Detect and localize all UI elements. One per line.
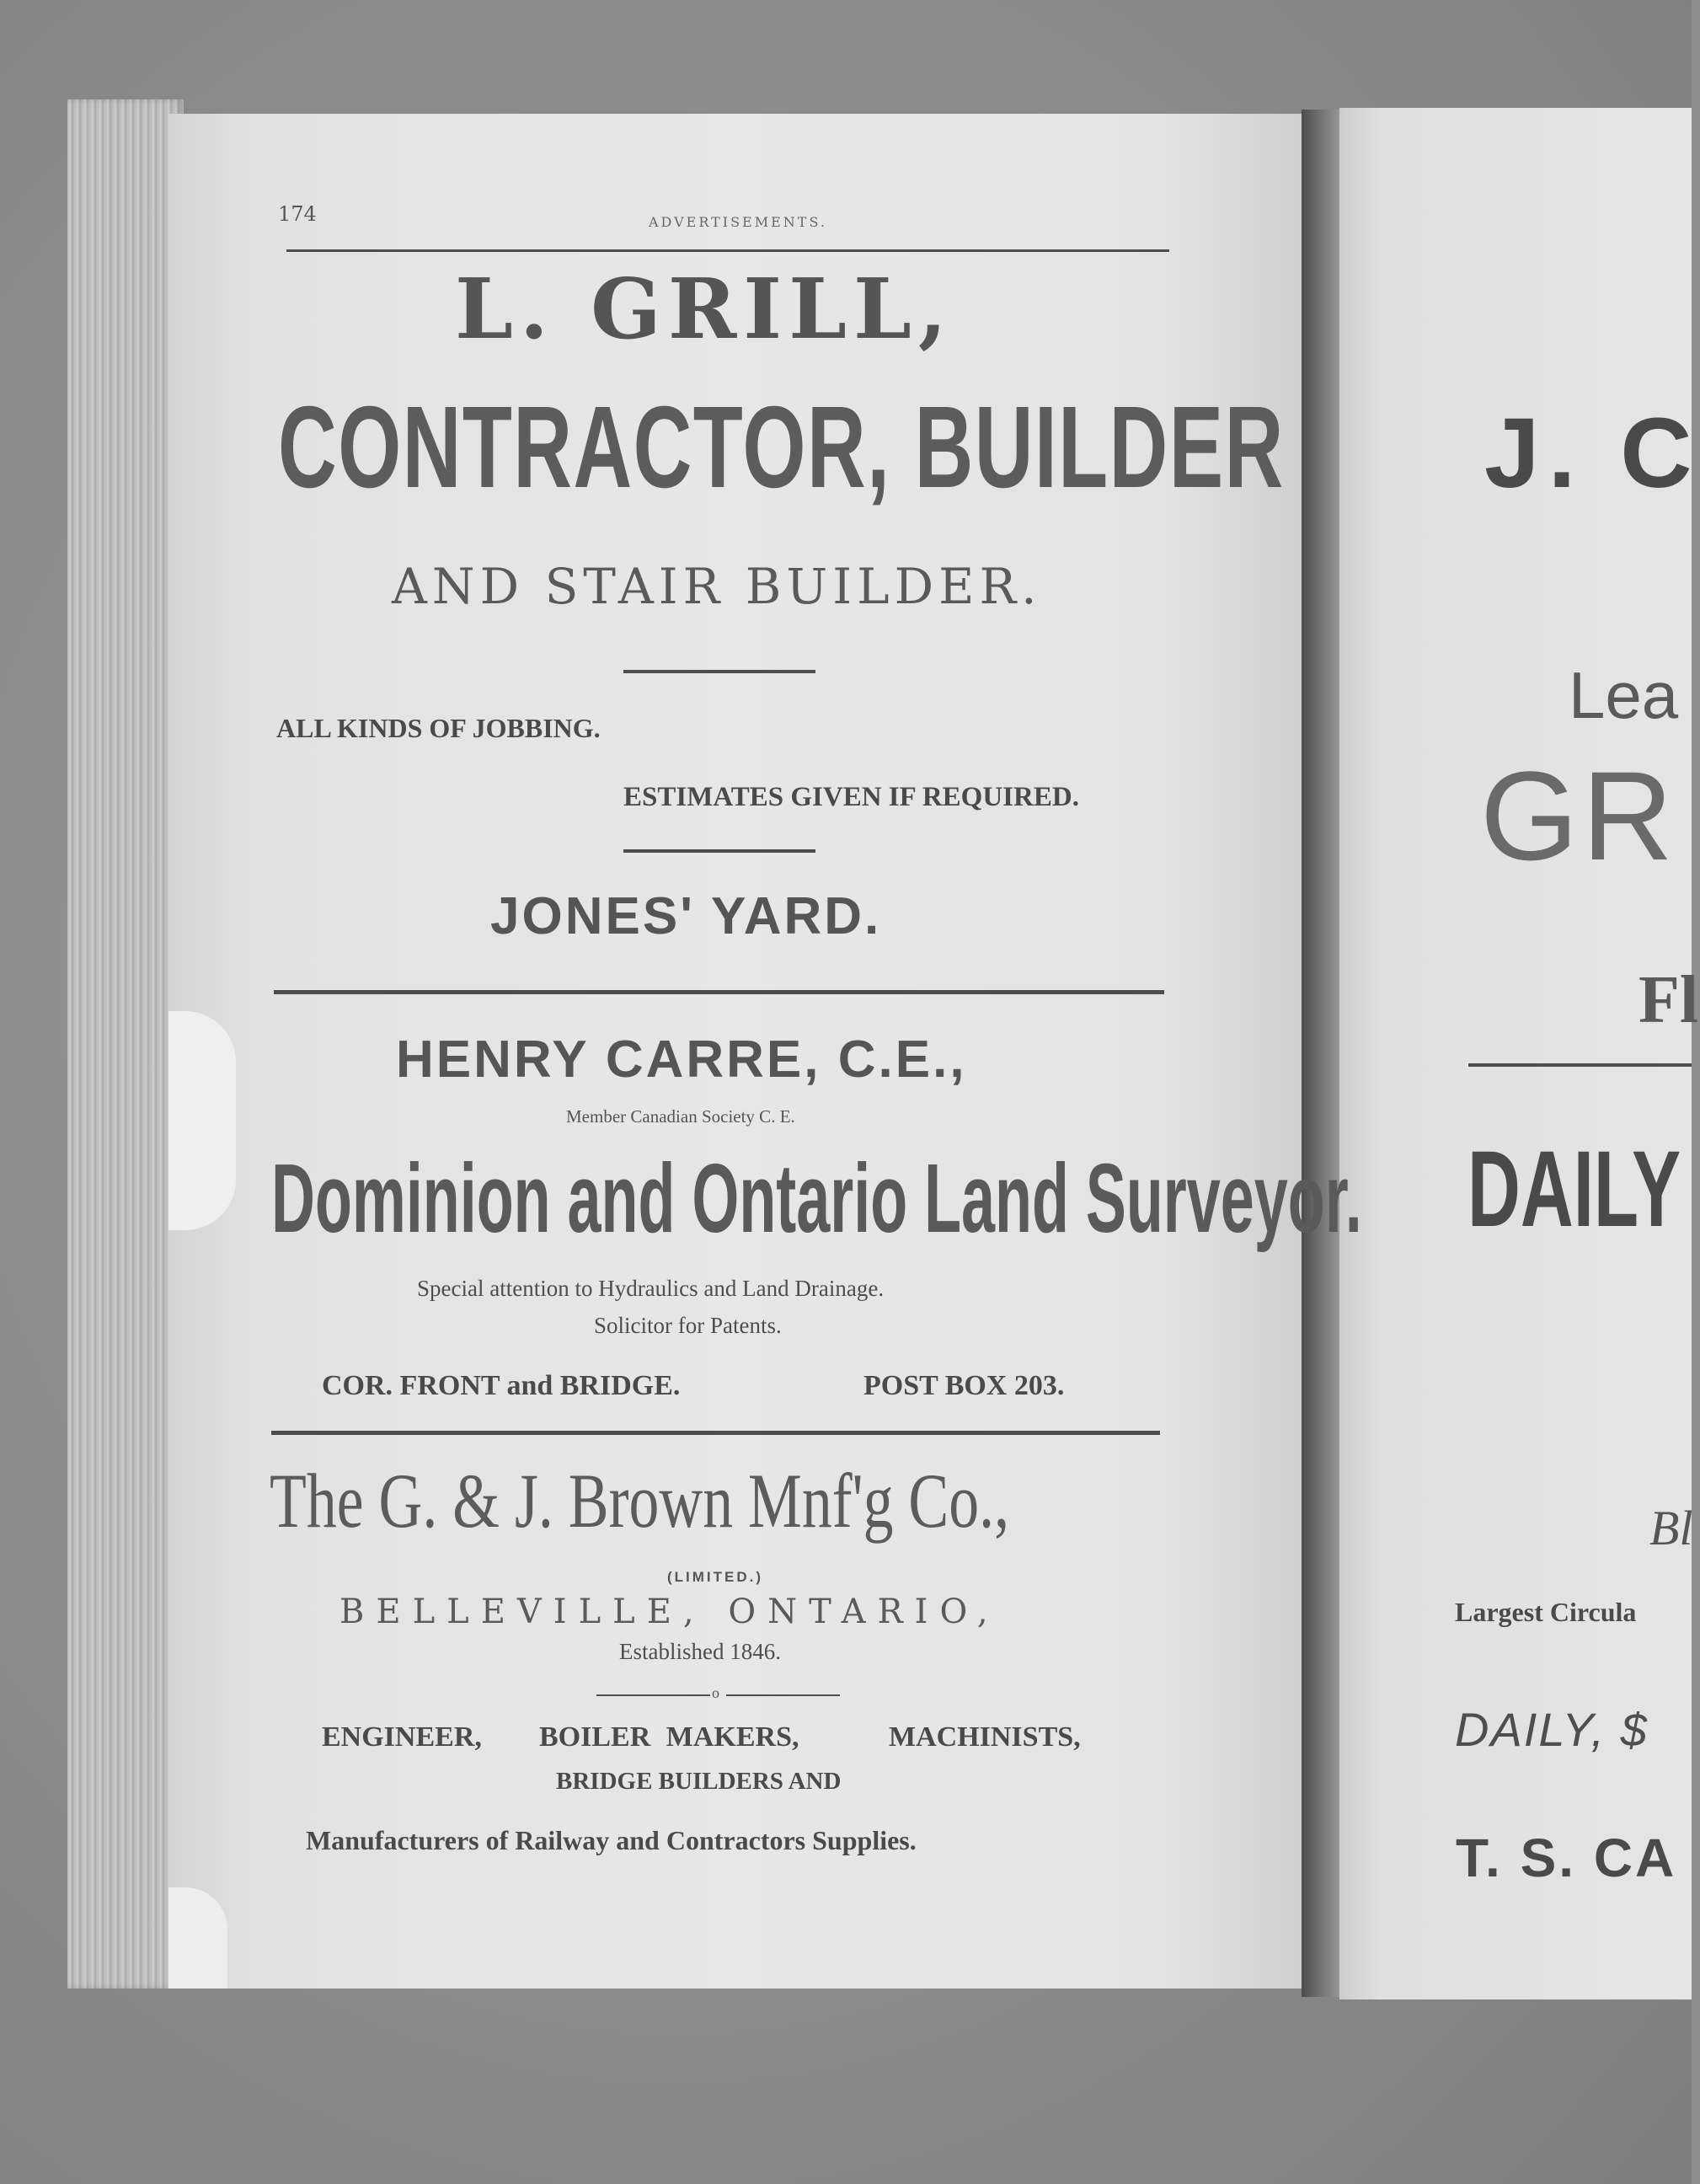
right-lea: Lea (1569, 658, 1679, 732)
carre-title: Dominion and Ontario Land Surveyor. (271, 1143, 1362, 1253)
book-gutter (1302, 110, 1344, 1997)
right-daily: DAILY (1467, 1129, 1681, 1250)
right-heading-j: J. C (1484, 398, 1700, 509)
carre-post-box: POST BOX 203. (863, 1370, 1065, 1401)
divider-ornament: o (712, 1684, 719, 1701)
brown-trade-manufacturers: Manufacturers of Railway and Contractors Supplies. (306, 1825, 917, 1855)
carre-membership: Member Canadian Society C. E. (566, 1106, 795, 1127)
book-page-edges (67, 99, 184, 1989)
right-daily-price: DAILY, $ (1455, 1703, 1649, 1756)
brown-limited: (LIMITED.) (667, 1569, 764, 1585)
divider-rule (623, 849, 815, 853)
right-fi: Fl (1639, 963, 1699, 1037)
grill-name: L. GRILL, (455, 261, 954, 358)
divider-rule (726, 1694, 840, 1696)
header-rule (286, 249, 1169, 252)
ad-separator-rule (271, 1431, 1160, 1435)
carre-hydraulics: Special attention to Hydraulics and Land Drainage. (417, 1276, 885, 1301)
torn-edge-chip (168, 1011, 236, 1230)
brown-trade-machinists: MACHINISTS, (889, 1721, 1081, 1753)
ad-separator-rule (274, 990, 1164, 994)
carre-name: HENRY CARRE, C.E., (396, 1030, 967, 1089)
carre-address: COR. FRONT and BRIDGE. (322, 1370, 681, 1401)
grill-trade: CONTRACTOR, BUILDER (278, 383, 1285, 512)
right-b: Bl (1649, 1501, 1693, 1555)
right-largest: Largest Circula (1455, 1597, 1637, 1627)
divider-rule (596, 1694, 710, 1696)
brown-established: Established 1846. (619, 1639, 781, 1664)
carre-patents: Solicitor for Patents. (594, 1313, 782, 1338)
divider-rule (623, 670, 815, 673)
grill-jobbing: ALL KINDS OF JOBBING. (276, 713, 601, 743)
right-ts: T. S. CA (1456, 1828, 1677, 1888)
page-number: 174 (278, 202, 317, 226)
right-rule (1468, 1063, 1692, 1067)
brown-trade-boiler: BOILER MAKERS, (539, 1721, 799, 1753)
grill-subtrade: AND STAIR BUILDER. (392, 558, 1042, 615)
brown-trade-engineer: ENGINEER, (322, 1721, 482, 1753)
brown-location: BELLEVILLE, ONTARIO, (339, 1592, 1000, 1631)
right-gr: GR (1480, 745, 1676, 886)
grill-estimates: ESTIMATES GIVEN IF REQUIRED. (623, 782, 1079, 812)
brown-trade-bridge: BRIDGE BUILDERS AND (556, 1768, 842, 1795)
brown-name: The G. & J. Brown Mnf'g Co., (270, 1458, 1010, 1544)
grill-location: JONES' YARD. (490, 887, 882, 945)
running-head: ADVERTISEMENTS. (649, 214, 827, 230)
